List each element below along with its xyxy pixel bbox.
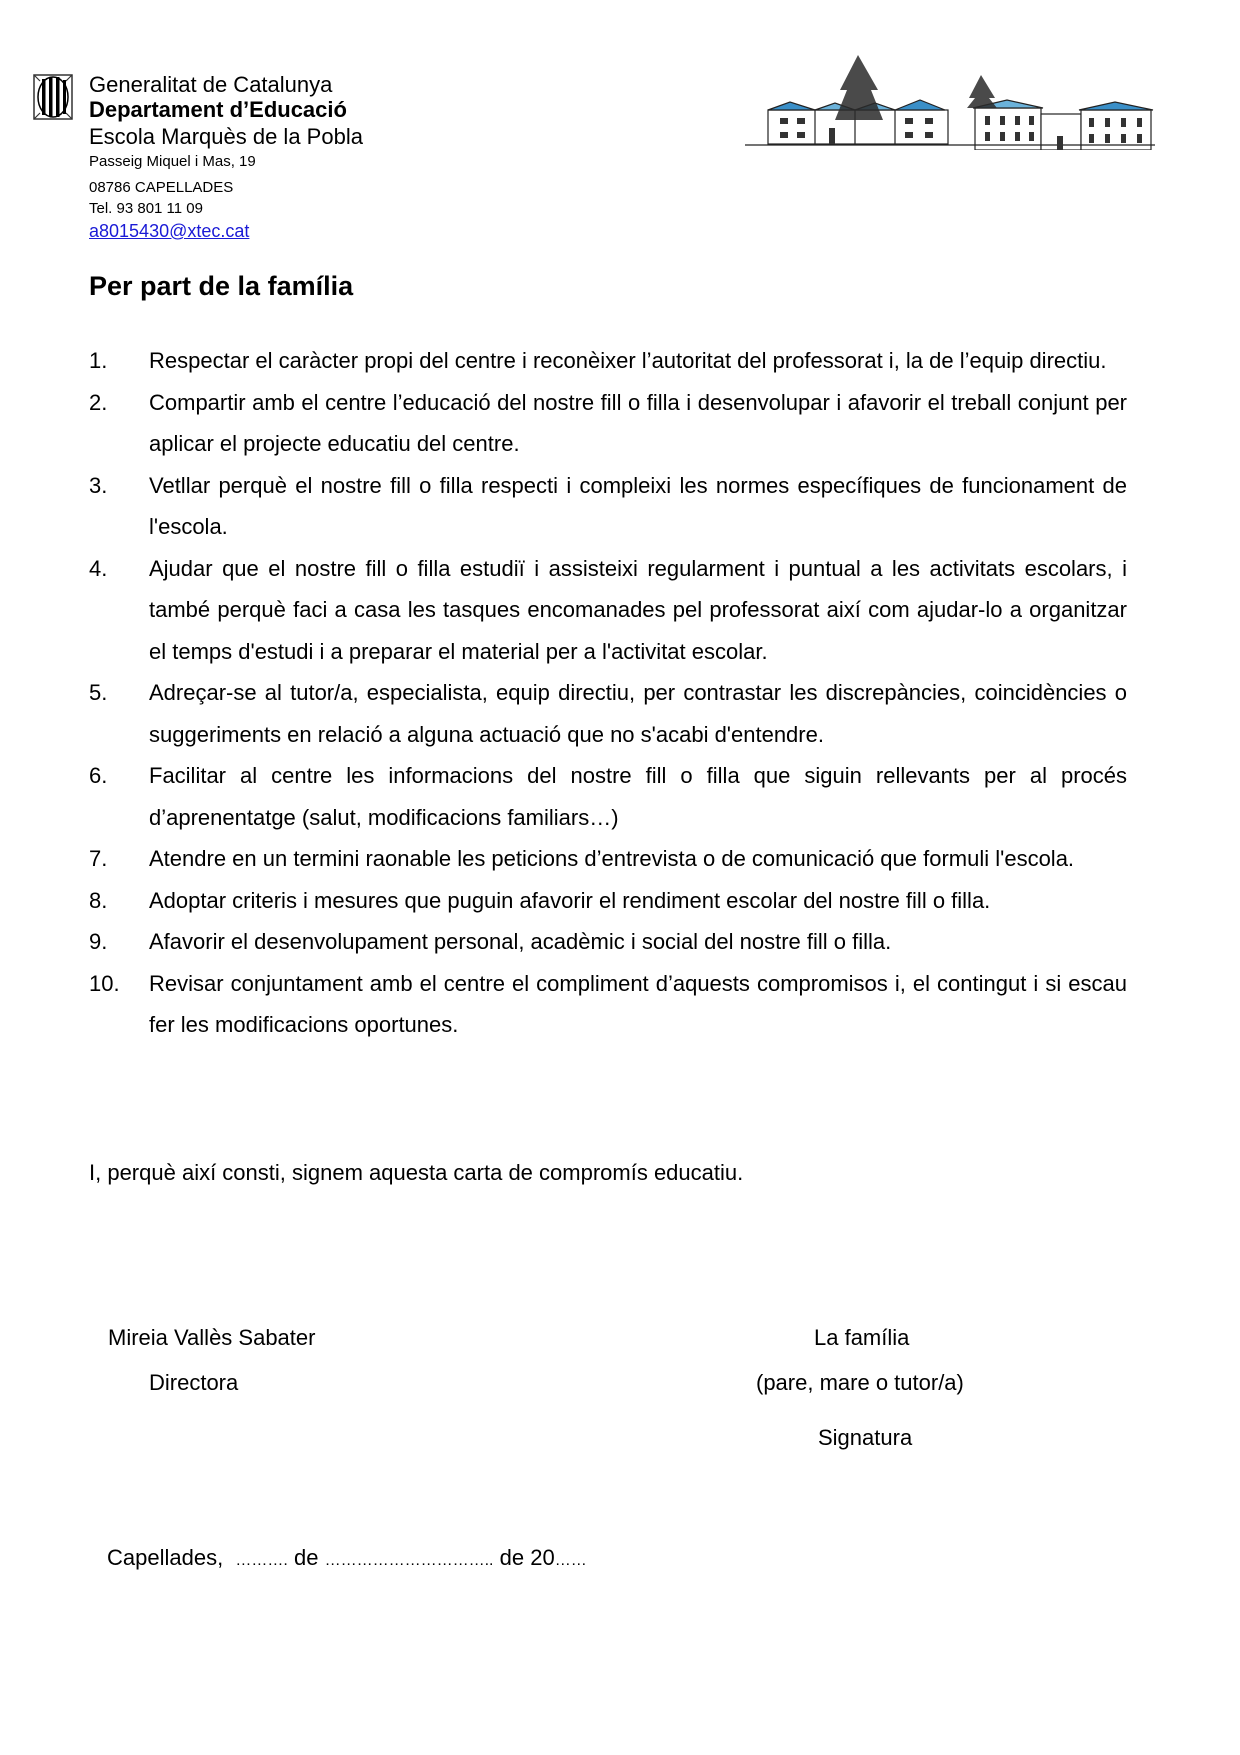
family-signature-label: Signatura xyxy=(818,1425,913,1450)
school-name: Escola Marquès de la Pobla xyxy=(89,124,363,149)
department-name: Departament d’Educació xyxy=(89,97,347,122)
item-text: Vetllar perquè el nostre fill o filla respecti i compleixi les normes específiques de funcionament de l'escola. xyxy=(149,472,1127,539)
item-text: Adreçar-se al tutor/a, especialista, equip directiu, per contrastar les discrepàncies, coincidències o suggeriments en relació a alguna actuació que no s'acabi d'entendre. xyxy=(149,680,1127,747)
commitment-item xyxy=(89,548,1127,673)
item-number: 1. xyxy=(89,348,108,373)
item-text: Facilitar al centre les informacions del nostre fill o filla que siguin rellevants per al procés d’aprenentatge (salut, modificacions familiars…) xyxy=(149,763,1127,830)
commitment-item xyxy=(89,382,1127,465)
school-city: 08786 CAPELLADES xyxy=(89,179,234,196)
family-detail: (pare, mare o tutor/a) xyxy=(756,1370,964,1395)
commitment-item xyxy=(89,755,1127,838)
director-name: Mireia Vallès Sabater xyxy=(108,1325,316,1350)
commitment-item xyxy=(89,672,1127,755)
item-text: Atendre en un termini raonable les peticions d’entrevista o de comunicació que formuli l'escola. xyxy=(149,846,1075,871)
item-number: 5. xyxy=(89,680,108,705)
item-text: Afavorir el desenvolupament personal, acadèmic i social del nostre fill o filla. xyxy=(149,929,892,954)
date-place: Capellades, xyxy=(107,1545,224,1570)
item-number: 7. xyxy=(89,846,108,871)
item-number: 2. xyxy=(89,389,108,415)
commitment-item xyxy=(89,963,1127,1046)
commitments-list xyxy=(89,340,1127,1046)
school-address: Passeig Miquel i Mas, 19 xyxy=(89,153,256,170)
day-blank[interactable]: ………. xyxy=(235,1552,288,1569)
closing-statement: I, perquè així consti, signem aquesta carta de compromís educatiu. xyxy=(89,1160,744,1185)
institution-name: Generalitat de Catalunya xyxy=(89,72,333,97)
item-number: 6. xyxy=(89,763,108,788)
commitment-item xyxy=(89,340,1127,382)
year-blank[interactable]: …… xyxy=(554,1552,587,1569)
school-buildings-illustration xyxy=(735,40,1155,150)
school-email-link[interactable]: a8015430@xtec.cat xyxy=(89,221,250,241)
item-number: 4. xyxy=(89,555,108,581)
month-blank[interactable]: ………………………….. xyxy=(324,1552,494,1569)
item-text: Revisar conjuntament amb el centre el compliment d’aquests compromisos i, el contingut i si escau fer les modificacions oportunes. xyxy=(149,970,1127,1037)
item-number: 3. xyxy=(89,472,108,498)
commitment-item xyxy=(89,465,1127,548)
commitment-item xyxy=(89,880,1127,922)
catalan-crest-icon xyxy=(33,74,73,120)
item-text: Ajudar que el nostre fill o filla estudiï i assisteixi regularment i puntual a les activitats escolars, i també perquè faci a casa les tasques encomanades pel professorat així com ajudar-lo a organitzar el temps d'estudi i a preparar el material per a l'activitat escolar. xyxy=(149,555,1127,664)
item-number: 10. xyxy=(89,970,120,996)
family-label: La família xyxy=(814,1325,910,1350)
date-line xyxy=(107,1545,587,1571)
commitment-item xyxy=(89,838,1127,880)
item-text: Respectar el caràcter propi del centre i reconèixer l’autoritat del professorat i, la de l’equip directiu. xyxy=(149,348,1107,373)
date-de-1: de xyxy=(294,1545,319,1570)
director-role: Directora xyxy=(149,1370,239,1395)
section-title: Per part de la família xyxy=(89,271,354,301)
item-text: Compartir amb el centre l’educació del nostre fill o filla i desenvolupar i afavorir el treball conjunt per aplicar el projecte educatiu del centre. xyxy=(149,389,1127,456)
date-de-2: de 20 xyxy=(499,1545,555,1570)
school-phone: Tel. 93 801 11 09 xyxy=(89,200,203,217)
item-text: Adoptar criteris i mesures que puguin afavorir el rendiment escolar del nostre fill o filla. xyxy=(149,887,991,913)
commitment-item xyxy=(89,921,1127,963)
item-number: 9. xyxy=(89,929,108,954)
item-number: 8. xyxy=(89,887,108,913)
